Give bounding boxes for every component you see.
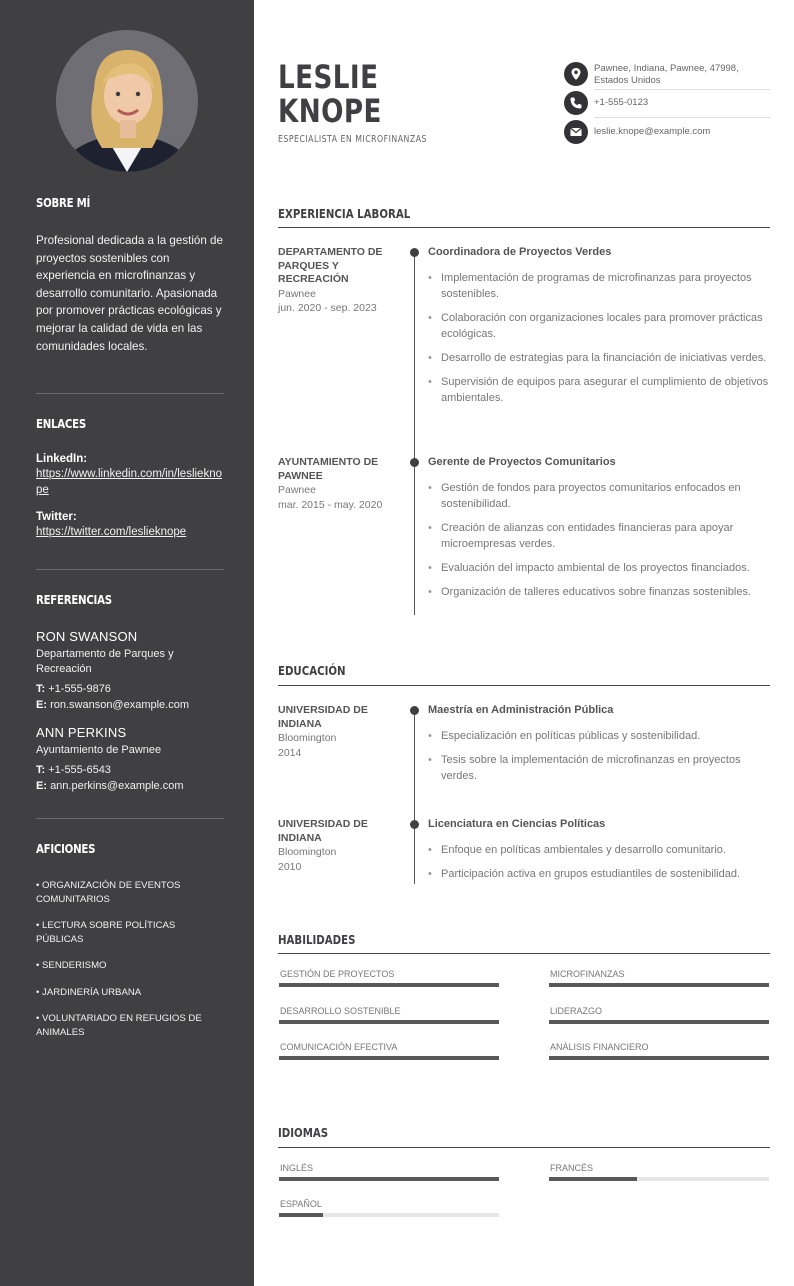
skill-bar-fill [279, 983, 499, 987]
language-item [549, 1163, 769, 1181]
hobby-item: • JARDINERÍA URBANA [36, 986, 142, 998]
section-rule [278, 953, 770, 954]
skill-bar-fill [279, 1056, 499, 1060]
full-name [278, 60, 382, 128]
education-entry-meta [278, 704, 398, 760]
degree-name: Licenciatura en Ciencias Políticas [428, 818, 606, 830]
divider [36, 818, 224, 819]
skill-bar [549, 1056, 769, 1060]
phone-text: +1-555-0123 [594, 97, 649, 108]
education-entry-meta [278, 818, 398, 874]
language-bar-fill [279, 1177, 499, 1181]
school-location: Bloomington [278, 846, 337, 858]
email-label: E: [36, 780, 47, 792]
section-rule [278, 1147, 770, 1148]
link-label: LinkedIn: [36, 453, 88, 465]
reference-item [36, 629, 224, 713]
link-linkedin [36, 453, 224, 498]
experience-title: EXPERIENCIA LABORAL [278, 207, 411, 221]
hobbies-section [36, 842, 224, 1039]
skill-label: COMUNICACIÓN EFECTIVA [280, 1042, 398, 1052]
links-section [36, 417, 224, 540]
portrait-image [56, 30, 198, 172]
graduation-year: 2014 [278, 746, 302, 759]
language-label: INGLÉS [280, 1163, 314, 1173]
timeline-dot [410, 706, 419, 715]
skill-bar [549, 1020, 769, 1024]
reference-email-value: ron.swanson@example.com [50, 699, 190, 711]
mail-icon [564, 120, 588, 144]
divider [36, 569, 224, 570]
bullet-item: • Participación activa en grupos estudiantiles de sostenibilidad. [428, 866, 773, 882]
about-section [36, 196, 224, 355]
reference-org: Departamento de Parques y Recreación [36, 648, 174, 675]
location-pin-icon [564, 62, 588, 86]
address-text: Pawnee, Indiana, Pawnee, 47998, Estados Unidos [594, 63, 739, 86]
skill-label: MICROFINANZAS [550, 969, 625, 979]
language-bar [279, 1213, 499, 1217]
skill-bar-fill [279, 1020, 499, 1024]
job-role: Gerente de Proyectos Comunitarios [428, 456, 616, 468]
reference-email-value: ann.perkins@example.com [50, 780, 184, 792]
references-section [36, 593, 224, 794]
experience-timeline [414, 252, 415, 615]
bullet-item: • Tesis sobre la implementación de microfinanzas en proyectos verdes. [428, 752, 773, 784]
timeline-dot [410, 820, 419, 829]
language-bar-fill [549, 1177, 637, 1181]
about-text: Profesional dedicada a la gestión de proyectos sostenibles con experiencia en microfinanzas y desarrollo comunitario. Apasionada por promover prácticas ecológicas y mejorar la calidad de vida en las comunidades locales. [36, 234, 223, 353]
contact-divider [594, 117, 770, 118]
languages-title: IDIOMAS [278, 1126, 329, 1140]
link-label: Twitter: [36, 511, 77, 523]
school-name: UNIVERSIDAD DE INDIANA [278, 818, 368, 844]
bullet-item: • Especialización en políticas públicas y sostenibilidad. [428, 728, 773, 744]
links-title: ENLACES [36, 417, 86, 431]
experience-entry-meta [278, 246, 398, 316]
reference-phone-value: +1-555-6543 [48, 764, 111, 776]
employer-location: Pawnee [278, 484, 316, 496]
skill-item [549, 969, 769, 987]
skill-bar-fill [549, 1020, 769, 1024]
employment-dates: jun. 2020 - sep. 2023 [278, 302, 377, 314]
skill-bar [279, 1020, 499, 1024]
employer-name: AYUNTAMIENTO DE PAWNEE [278, 456, 379, 482]
degree-name: Maestría en Administración Pública [428, 704, 614, 716]
employer-name: DEPARTAMENTO DE PARQUES Y RECREACIÓN [278, 246, 383, 285]
hobby-item: • SENDERISMO [36, 960, 107, 971]
timeline-dot [410, 458, 419, 467]
about-title: SOBRE MÍ [36, 196, 91, 210]
employment-dates: mar. 2015 - may. 2020 [278, 498, 383, 511]
hobby-item: • LECTURA SOBRE POLÍTICAS PÚBLICAS [36, 920, 176, 945]
skill-bar-fill [549, 1056, 769, 1060]
language-item [279, 1199, 499, 1217]
job-title: ESPECIALISTA EN MICROFINANZAS [278, 134, 427, 145]
link-twitter [36, 511, 224, 540]
language-bar [279, 1177, 499, 1181]
reference-name: ANN PERKINS [36, 725, 127, 740]
divider [36, 393, 224, 394]
skill-item [279, 969, 499, 987]
section-rule [278, 227, 770, 228]
job-bullets [428, 270, 773, 414]
language-label: FRANCÉS [550, 1163, 594, 1173]
hobby-item: • VOLUNTARIADO EN REFUGIOS DE ANIMALES [36, 1013, 202, 1038]
bullet-item: • Implementación de programas de microfinanzas para proyectos sostenibles. [428, 270, 773, 302]
job-role: Coordinadora de Proyectos Verdes [428, 246, 612, 258]
bullet-item: • Supervisión de equipos para asegurar el cumplimiento de objetivos ambientales. [428, 374, 773, 406]
skill-label: GESTIÓN DE PROYECTOS [280, 969, 395, 979]
reference-item [36, 725, 224, 794]
skill-item [279, 1006, 499, 1024]
school-name: UNIVERSIDAD DE INDIANA [278, 704, 368, 730]
skills-title: HABILIDADES [278, 933, 356, 947]
email-text: leslie.knope@example.com [594, 126, 711, 137]
skill-label: DESARROLLO SOSTENIBLE [280, 1006, 401, 1016]
twitter-link[interactable]: https://twitter.com/leslieknope [36, 526, 187, 538]
hobby-item: • ORGANIZACIÓN DE EVENTOS COMUNITARIOS [36, 880, 181, 905]
email-label: E: [36, 699, 47, 711]
skill-bar-fill [549, 983, 769, 987]
first-name: LESLIE [278, 58, 379, 96]
phone-label: T: [36, 764, 46, 776]
reference-email [36, 697, 224, 713]
graduation-year: 2010 [278, 860, 302, 873]
reference-email [36, 778, 224, 794]
linkedin-link[interactable]: https://www.linkedin.com/in/leslieknope [36, 468, 222, 496]
language-bar-fill [279, 1213, 323, 1217]
education-title: EDUCACIÓN [278, 664, 346, 678]
degree-bullets [428, 842, 773, 890]
references-title: REFERENCIAS [36, 593, 112, 607]
employer-location: Pawnee [278, 287, 316, 300]
bullet-item: • Gestión de fondos para proyectos comunitarios enfocados en sostenibilidad. [428, 480, 773, 512]
language-label: ESPAÑOL [280, 1199, 322, 1209]
bullet-item: • Evaluación del impacto ambiental de los proyectos financiados. [428, 560, 773, 576]
section-rule [278, 685, 770, 686]
school-location: Bloomington [278, 732, 337, 744]
skill-bar [279, 983, 499, 987]
hobbies-title: AFICIONES [36, 842, 96, 856]
skill-item [549, 1006, 769, 1024]
reference-org: Ayuntamiento de Pawnee [36, 744, 162, 756]
bullet-item: • Organización de talleres educativos sobre finanzas sostenibles. [428, 584, 773, 600]
skill-label: ANÁLISIS FINANCIERO [550, 1042, 649, 1052]
skill-item [549, 1042, 769, 1060]
skill-bar [549, 983, 769, 987]
degree-bullets [428, 728, 773, 792]
timeline-dot [410, 248, 419, 257]
skill-label: LIDERAZGO [550, 1006, 603, 1016]
experience-entry-meta [278, 456, 398, 512]
reference-name: RON SWANSON [36, 629, 138, 644]
language-bar [549, 1177, 769, 1181]
last-name: KNOPE [278, 92, 382, 130]
sidebar [0, 0, 254, 1286]
bullet-item: • Creación de alianzas con entidades financieras para apoyar microempresas verdes. [428, 520, 773, 552]
language-item [279, 1163, 499, 1181]
bullet-item: • Desarrollo de estrategias para la financiación de iniciativas verdes. [428, 350, 773, 366]
skill-item [279, 1042, 499, 1060]
phone-icon [564, 91, 588, 115]
job-bullets [428, 480, 773, 608]
skill-bar [279, 1056, 499, 1060]
contact-divider [594, 89, 770, 90]
bullet-item: • Enfoque en políticas ambientales y desarrollo comunitario. [428, 842, 773, 858]
education-timeline [414, 710, 415, 884]
reference-phone-value: +1-555-9876 [48, 683, 111, 695]
phone-label: T: [36, 683, 46, 695]
profile-photo [56, 30, 198, 172]
bullet-item: • Colaboración con organizaciones locales para promover prácticas ecológicas. [428, 310, 773, 342]
reference-phone [36, 681, 224, 697]
reference-phone [36, 762, 224, 778]
